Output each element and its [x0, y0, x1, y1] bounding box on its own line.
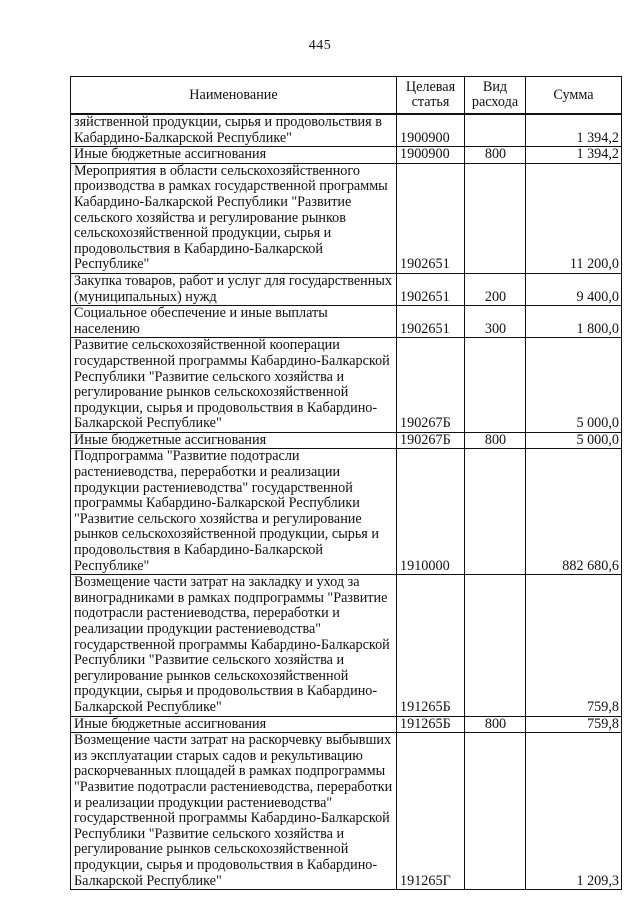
- row-sum: 1 800,0: [526, 306, 622, 338]
- row-name: Подпрограмма "Развитие подотрасли растениеводства, переработки и реализации продукции растениеводства" государственной программы Кабардино-Балкарской Республики "Развитие сельского хозяйства и регулирование рынков сельскохозяйственной продукции, сырья и продовольствия в Кабардино-Балкарской Республике": [71, 449, 397, 575]
- row-sum: 882 680,6: [526, 449, 622, 575]
- row-sum: 11 200,0: [526, 163, 622, 273]
- table-row: [71, 716, 622, 733]
- row-name: зяйственной продукции, сырья и продовольствия в Кабардино-Балкарской Республике": [71, 114, 397, 147]
- table-header-row: [71, 77, 622, 115]
- row-name: Социальное обеспечение и иные выплаты населению: [71, 306, 397, 338]
- row-target-article: 190267Б: [397, 432, 465, 449]
- table-row: [71, 575, 622, 716]
- row-sum: 5 000,0: [526, 432, 622, 449]
- row-target-article: 191265Б: [397, 575, 465, 716]
- row-target-article: 1910000: [397, 449, 465, 575]
- row-name: Мероприятия в области сельскохозяйственного производства в рамках государственной программы Кабардино-Балкарской Республики "Развитие сельского хозяйства и регулирование рынков сельскохозяйственной продукции, сырья и продовольствия в Кабардино-Балкарской Республике": [71, 163, 397, 273]
- table-row: [71, 306, 622, 338]
- row-expense-type: 200: [465, 273, 526, 305]
- row-expense-type: [465, 114, 526, 147]
- row-sum: 1 394,2: [526, 147, 622, 164]
- row-target-article: 1902651: [397, 163, 465, 273]
- row-target-article: 1900900: [397, 147, 465, 164]
- table-row: [71, 432, 622, 449]
- row-expense-type: 800: [465, 432, 526, 449]
- row-name: Иные бюджетные ассигнования: [71, 716, 397, 733]
- row-name: Иные бюджетные ассигнования: [71, 432, 397, 449]
- table-row: [71, 273, 622, 305]
- header-expense-type: Вид расхода: [465, 77, 526, 115]
- table-row: [71, 733, 622, 890]
- row-target-article: 191265Г: [397, 733, 465, 890]
- row-target-article: 1902651: [397, 273, 465, 305]
- row-expense-type: 800: [465, 716, 526, 733]
- row-expense-type: [465, 338, 526, 433]
- row-expense-type: [465, 733, 526, 890]
- table-row: [71, 449, 622, 575]
- header-sum: Сумма: [526, 77, 622, 115]
- row-sum: 1 394,2: [526, 114, 622, 147]
- row-name: Возмещение части затрат на раскорчевку выбывших из эксплуатации старых садов и рекультивацию раскорчеванных площадей в рамках подпрограммы "Развитие подотрасли растениеводства, переработки и реализации продукции растениеводства" государственной программы Кабардино-Балкарской Республики "Развитие сельского хозяйства и регулирование рынков сельскохозяйственной продукции, сырья и продовольствия в Кабардино-Балкарской Республике": [71, 733, 397, 890]
- row-sum: 9 400,0: [526, 273, 622, 305]
- row-target-article: 1900900: [397, 114, 465, 147]
- row-target-article: 190267Б: [397, 338, 465, 433]
- table-row: [71, 163, 622, 273]
- row-expense-type: [465, 575, 526, 716]
- row-sum: 1 209,3: [526, 733, 622, 890]
- header-name: Наименование: [71, 77, 397, 115]
- row-expense-type: [465, 449, 526, 575]
- row-expense-type: [465, 163, 526, 273]
- row-sum: 759,8: [526, 716, 622, 733]
- row-name: Развитие сельскохозяйственной кооперации государственной программы Кабардино-Балкарской Республики "Развитие сельского хозяйства и регулирование рынков сельскохозяйственной продукции, сырья и продовольствия в Кабардино-Балкарской Республике": [71, 338, 397, 433]
- budget-table: [70, 76, 622, 890]
- page-number: 445: [308, 38, 332, 53]
- header-target-article: Целевая статья: [397, 77, 465, 115]
- table-row: [71, 114, 622, 147]
- row-expense-type: 800: [465, 147, 526, 164]
- row-name: Возмещение части затрат на закладку и уход за виноградниками в рамках подпрограммы "Развитие подотрасли растениеводства, переработки и реализации продукции растениеводства" государственной программы Кабардино-Балкарской Республики "Развитие сельского хозяйства и регулирование рынков сельскохозяйственной продукции, сырья и продовольствия в Кабардино-Балкарской Республике": [71, 575, 397, 716]
- row-name: Закупка товаров, работ и услуг для государственных (муниципальных) нужд: [71, 273, 397, 305]
- row-sum: 759,8: [526, 575, 622, 716]
- row-expense-type: 300: [465, 306, 526, 338]
- table-row: [71, 147, 622, 164]
- table-row: [71, 338, 622, 433]
- row-sum: 5 000,0: [526, 338, 622, 433]
- row-target-article: 1902651: [397, 306, 465, 338]
- row-target-article: 191265Б: [397, 716, 465, 733]
- row-name: Иные бюджетные ассигнования: [71, 147, 397, 164]
